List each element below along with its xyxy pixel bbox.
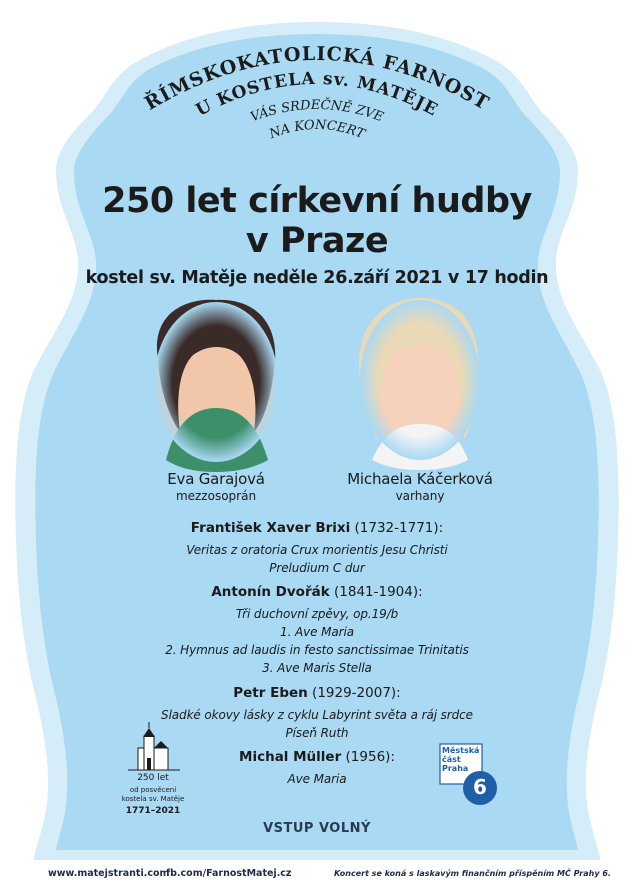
portrait-eva-garajova [154, 300, 278, 472]
composer-dates: (1732-1771): [350, 520, 444, 536]
church-logo-dates: 1771–2021 [125, 806, 181, 816]
church-logo-text: kostela sv. Matěje [121, 795, 185, 803]
district-logo-text [442, 746, 479, 773]
church-logo-text: od posvěcení [129, 786, 177, 794]
sponsor-note: Koncert se koná s laskavým finančním příspěním MČ Prahy 6. [334, 869, 611, 878]
composer-dates: (1956): [341, 749, 395, 765]
district-logo-line: část [442, 755, 461, 764]
church-logo-years: 250 let [137, 773, 169, 783]
composer-line [0, 584, 634, 600]
work-title: 2. Hymnus ad laudis in festo sanctissimae Trinitatis [165, 643, 469, 657]
performer-role-2: varhany [395, 489, 445, 503]
arc-text-line4: NA KONCERT [267, 117, 367, 143]
work-title: 3. Ave Maris Stella [262, 661, 372, 675]
composer-line [0, 685, 634, 701]
website-link[interactable]: www.matejstranti.com [48, 868, 170, 879]
performer-name-2: Michaela Káčerková [347, 470, 493, 488]
composer-dates: (1841-1904): [329, 584, 423, 600]
composer-name: František Xaver Brixi [190, 520, 351, 536]
work-title: Ave Maria [287, 772, 347, 786]
arc-text-line2: U KOSTELA sv. MATĚJE [192, 68, 442, 121]
event-details: kostel sv. Matěje neděle 26.září 2021 v 17 hodin [85, 268, 549, 288]
work-title: Tři duchovní zpěvy, op.19/b [235, 607, 399, 621]
free-entry-note: VSTUP VOLNÝ [263, 821, 371, 836]
poster-title-line2: v Praze [245, 221, 389, 261]
composer-name: Michal Müller [239, 749, 342, 765]
composer-name: Antonín Dvořák [211, 584, 330, 600]
district-logo-number: 6 [473, 775, 487, 799]
work-title: 1. Ave Maria [280, 625, 354, 639]
district-logo-line: Městská [442, 746, 480, 755]
composer-line [0, 520, 634, 536]
work-title: Sladké okovy lásky z cyklu Labyrint světa a ráj srdce [161, 708, 473, 722]
poster-title-line1: 250 let církevní hudby [102, 181, 532, 221]
arc-text-line3: VÁS SRDEČNĚ ZVE [248, 97, 386, 126]
composer-name: Petr Eben [233, 685, 308, 701]
composer-dates: (1929-2007): [307, 685, 401, 701]
performer-name-1: Eva Garajová [167, 470, 265, 488]
work-title: Veritas z oratoria Crux morientis Jesu Christi [186, 543, 448, 557]
facebook-link[interactable]: fb.com/FarnostMatej.cz [166, 868, 292, 879]
work-title: Preludium C dur [269, 561, 365, 575]
arc-text-line1: ŘÍMSKOKATOLICKÁ FARNOST [141, 42, 494, 115]
district-logo-line: Praha [442, 764, 469, 773]
performer-role-1: mezzosoprán [175, 489, 257, 503]
work-title: Píseň Ruth [285, 726, 349, 740]
composer-line [0, 749, 634, 765]
